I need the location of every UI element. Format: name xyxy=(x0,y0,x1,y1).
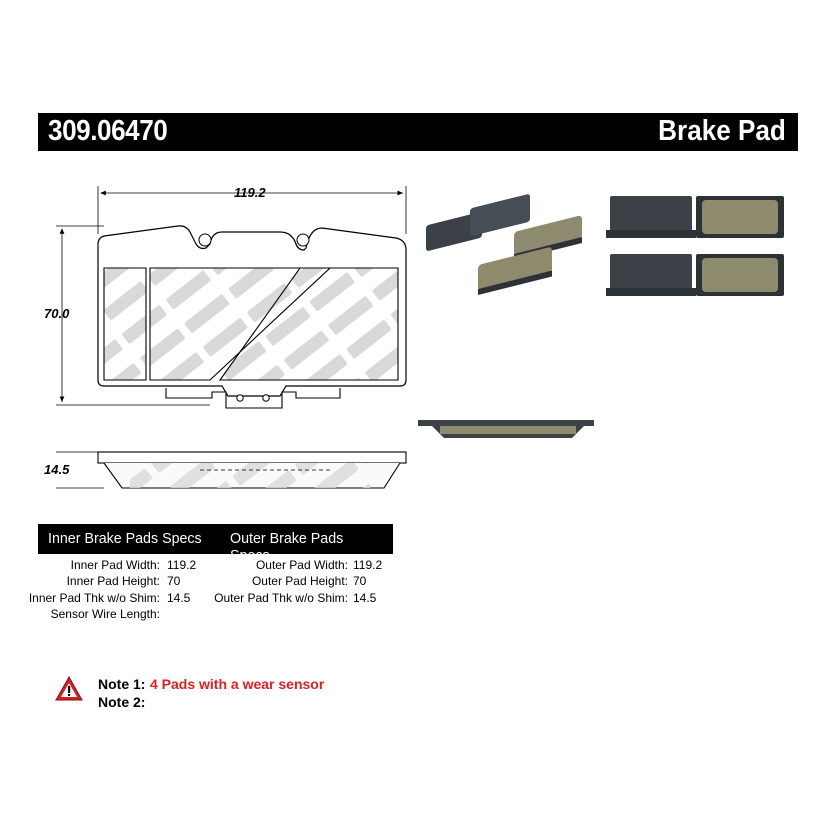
width-label: 119.2 xyxy=(234,185,266,200)
product-photo-flat xyxy=(604,188,788,308)
part-number: 309.06470 xyxy=(48,115,168,147)
warning-triangle-icon xyxy=(54,675,84,703)
pad-front-view xyxy=(98,226,406,408)
outer-specs-title: Outer Brake Pads Specs xyxy=(230,530,344,564)
note-1-value: 4 Pads with a wear sensor xyxy=(150,676,325,692)
height-label: 70.0 xyxy=(44,306,70,321)
note-2-label: Note 2: xyxy=(98,694,146,710)
part-type: Brake Pad xyxy=(658,115,786,147)
note-1-label: Note 1: xyxy=(98,676,146,692)
pad-side-view xyxy=(98,452,406,488)
thickness-label: 14.5 xyxy=(44,462,70,477)
product-photo-angled xyxy=(410,185,610,295)
inner-specs-title: Inner Brake Pads Specs xyxy=(48,530,202,547)
specs-header-bar xyxy=(38,524,393,564)
product-photo-edge xyxy=(414,414,598,444)
